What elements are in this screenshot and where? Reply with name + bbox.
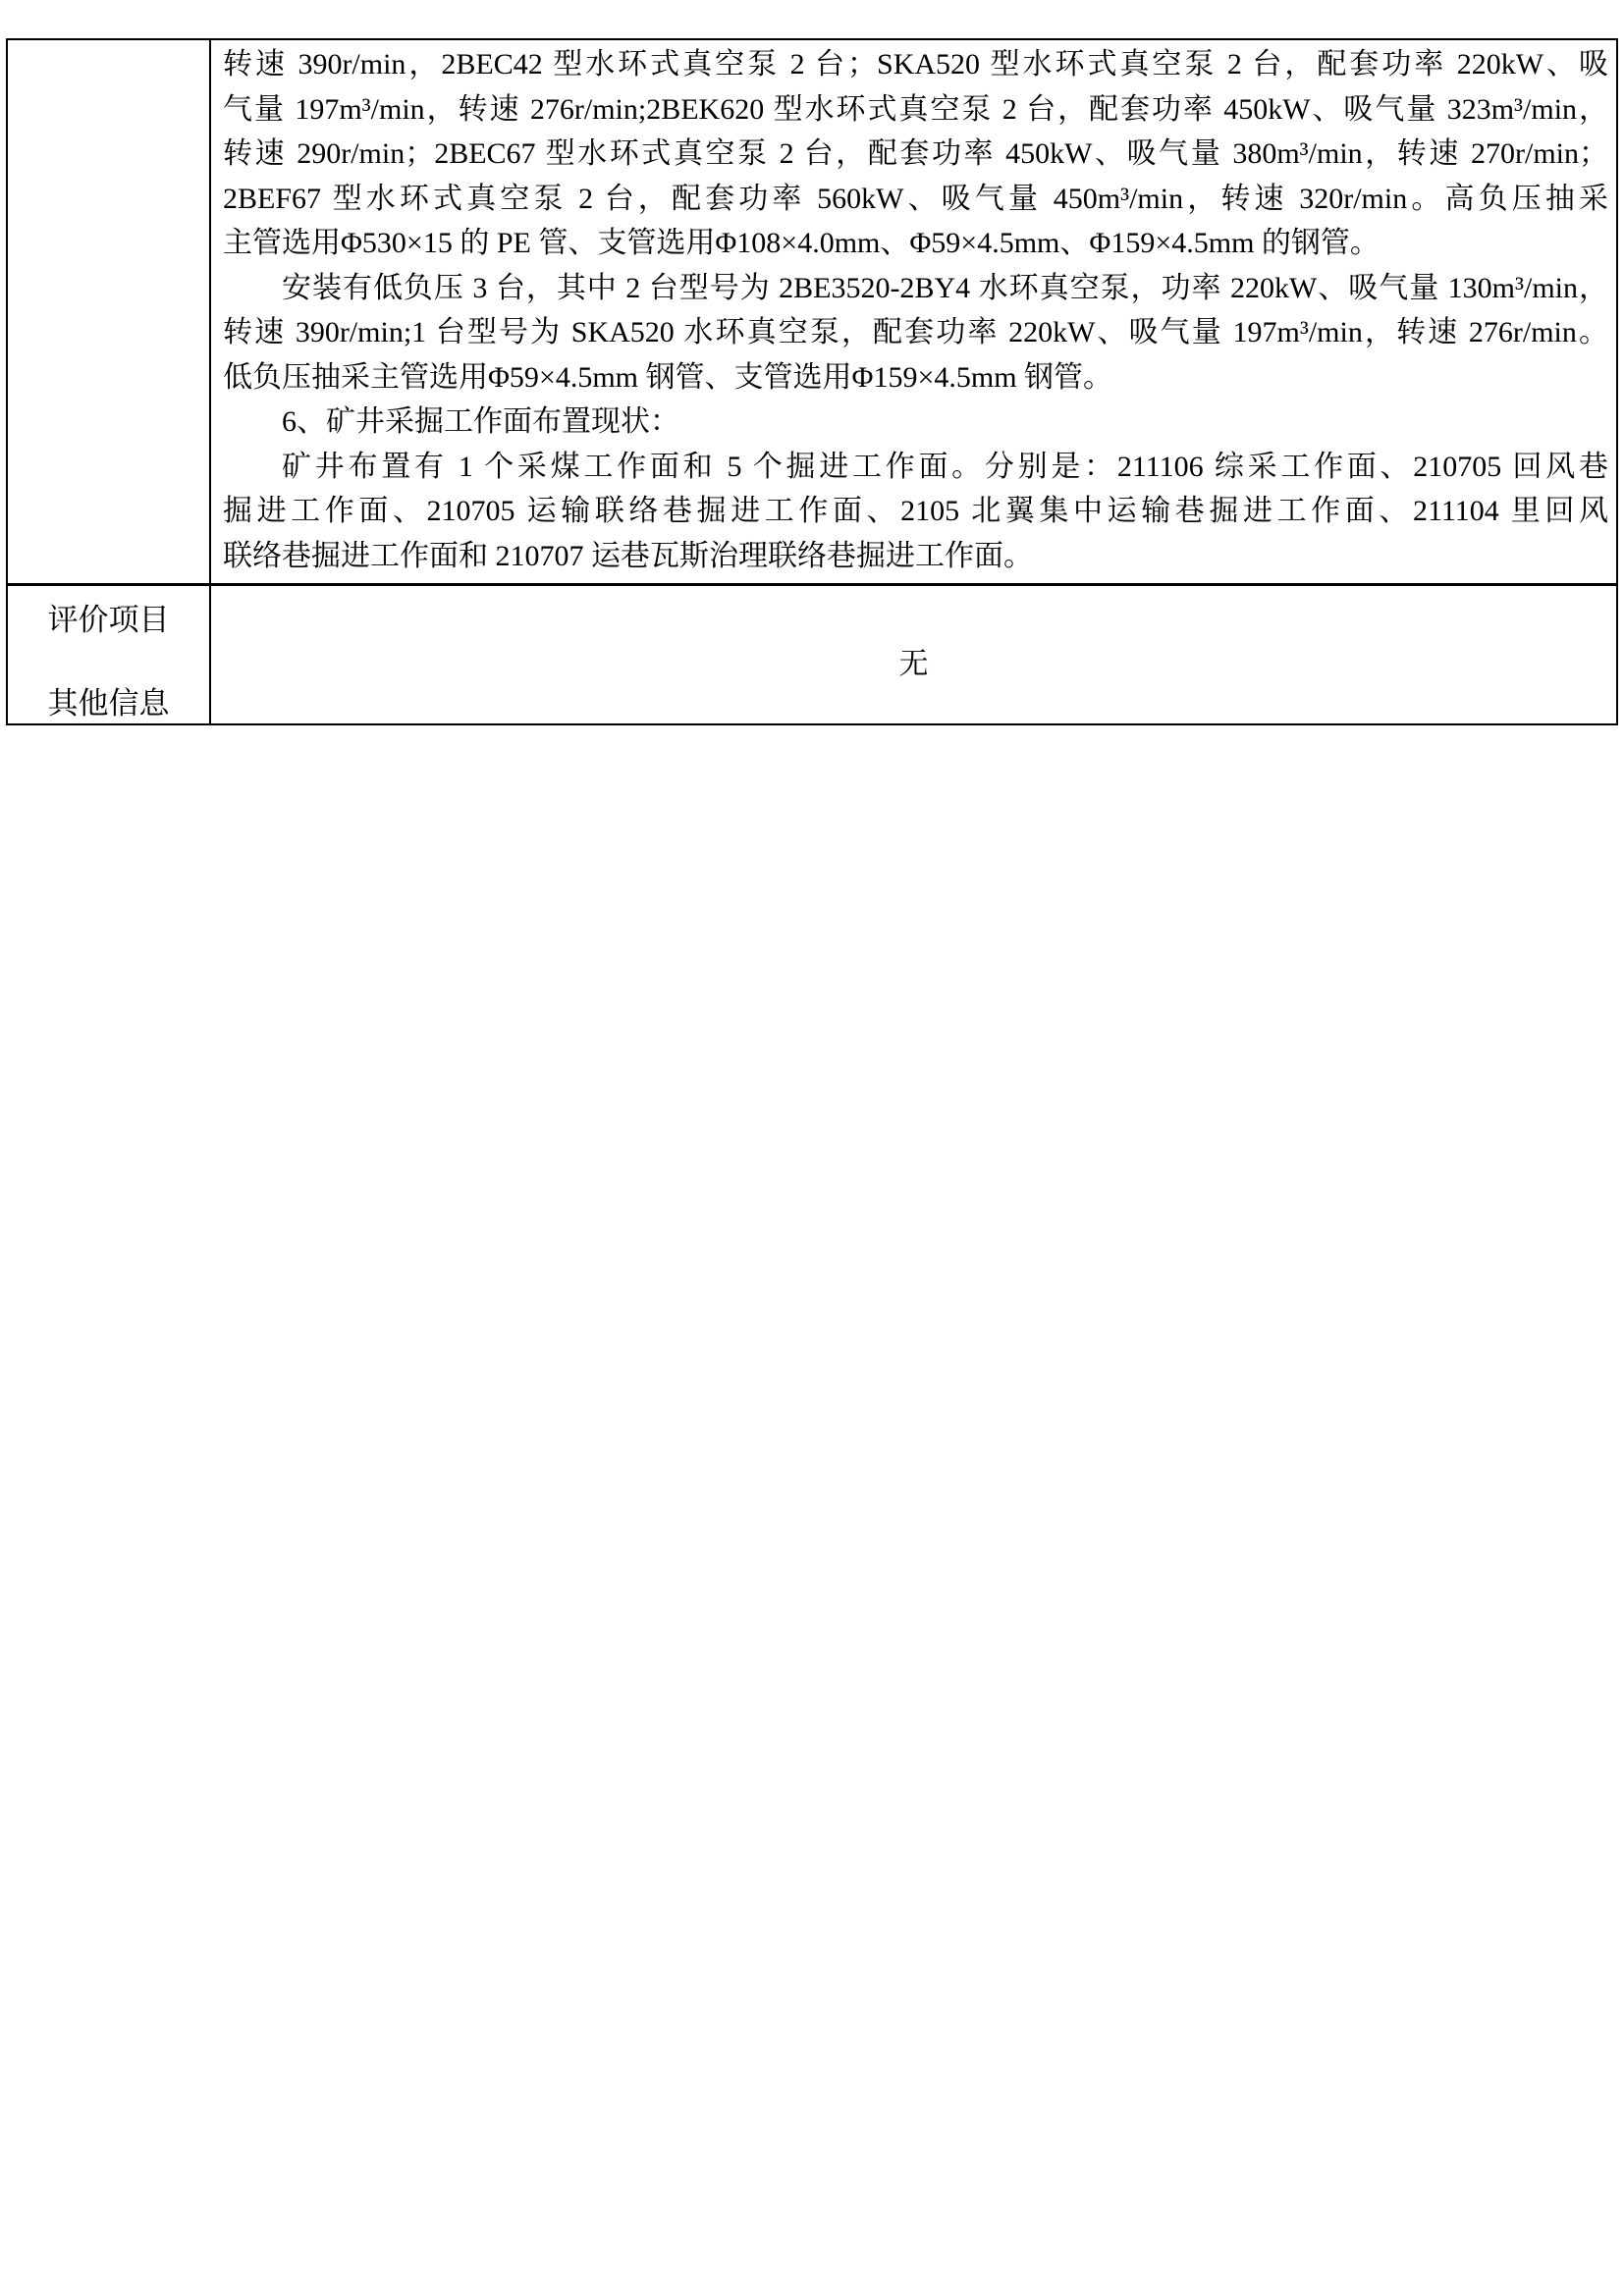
- other-info-label-line: 评价项目: [47, 603, 170, 637]
- table-row-continuation: [8, 40, 1616, 583]
- text-line: 转速 390r/min，2BEC42 型水环式真空泵 2 台；SKA520 型水环式真空泵 2 台，配套功率 220kW、吸: [223, 48, 1608, 80]
- other-info-value: 无: [898, 648, 929, 680]
- text-line: 低负压抽采主管选用Φ59×4.5mm 钢管、支管选用Φ159×4.5mm 钢管。: [223, 360, 1113, 394]
- text-line: 转速 290r/min；2BEC67 型水环式真空泵 2 台，配套功率 450kW、吸气量 380m³/min，转速 270r/min；: [223, 137, 1608, 170]
- text-line: 转速 390r/min;1 台型号为 SKA520 水环真空泵，配套功率 220kW、吸气量 197m³/min，转速 276r/min。: [223, 316, 1608, 348]
- text-line: 气量 197m³/min，转速 276r/min;2BEK620 型水环式真空泵 2 台，配套功率 450kW、吸气量 323m³/min，: [223, 92, 1608, 126]
- continuation-label-cell-empty: [8, 40, 211, 583]
- other-info-label-cell: [8, 586, 211, 723]
- table-row-other-info: [8, 583, 1616, 723]
- other-info-value-cell: [211, 586, 1616, 723]
- text-line: 矿井布置有 1 个采煤工作面和 5 个掘进工作面。分别是：211106 综采工作面、210705 回风巷: [282, 450, 1608, 483]
- other-info-label-line: 其他信息: [47, 686, 170, 721]
- text-line: 安装有低负压 3 台，其中 2 台型号为 2BE3520-2BY4 水环真空泵，功率 220kW、吸气量 130m³/min，: [282, 271, 1608, 304]
- text-line: 6、矿井采掘工作面布置现状：: [282, 405, 679, 438]
- continuation-content-cell: [211, 40, 1616, 583]
- text-line: 掘进工作面、210705 运输联络巷掘进工作面、2105 北翼集中运输巷掘进工作面、211104 里回风: [223, 495, 1608, 527]
- text-line: 2BEF67 型水环式真空泵 2 台，配套功率 560kW、吸气量 450m³/min，转速 320r/min。高负压抽采: [223, 182, 1608, 215]
- continuation-text-block: [211, 40, 1616, 578]
- report-table: [6, 38, 1618, 725]
- text-line: 联络巷掘进工作面和 210707 运巷瓦斯治理联络巷掘进工作面。: [223, 539, 1033, 572]
- text-line: 主管选用Φ530×15 的 PE 管、支管选用Φ108×4.0mm、Φ59×4.5mm、Φ159×4.5mm 的钢管。: [223, 227, 1380, 259]
